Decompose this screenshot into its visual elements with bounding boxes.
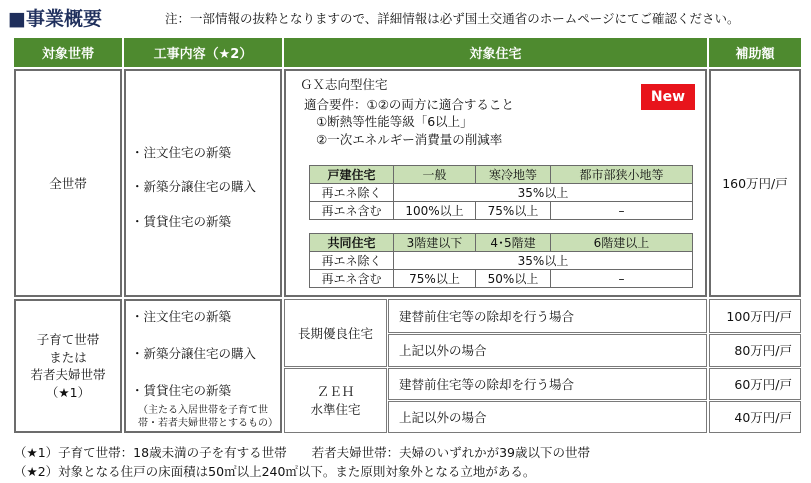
work-note: 帯・若者夫婦世帯とするもの） xyxy=(138,418,278,429)
col-header-subsidy: 補助額 xyxy=(709,38,801,67)
row-label-incl: 再エネ含む xyxy=(310,202,394,220)
work-item: ・注文住宅の新築 xyxy=(131,145,232,160)
subsidy-long-term-other: 80万円/戸 xyxy=(709,334,801,367)
value-incl-cold: 75%以上 xyxy=(476,202,551,220)
value-incl-urban: – xyxy=(551,202,693,220)
long-term-house-label: 長期優良住宅 xyxy=(284,299,387,367)
zeh-label-line: ＺＥＨ xyxy=(316,384,355,399)
collective-header-mid: 4･5階建 xyxy=(476,234,551,252)
value-incl-general: 100%以上 xyxy=(394,202,476,220)
footnote-1: （★1）子育て世帯：18歳未満の子を有する世帯 若者夫婦世帯：夫婦のいずれかが39歳以下の世帯 xyxy=(14,445,590,460)
detached-header-urban: 都市部狭小地等 xyxy=(551,166,693,184)
value-excl: 35%以上 xyxy=(394,184,693,202)
zeh-label-line: 水準住宅 xyxy=(310,401,361,417)
subsidy-gx: 160万円/戸 xyxy=(709,69,801,297)
gx-requirement-2: ②一次エネルギー消費量の削減率 xyxy=(316,132,503,147)
collective-house-table xyxy=(309,233,693,288)
household-line: または xyxy=(49,349,87,365)
gx-requirement: 適合要件：①②の両方に適合すること xyxy=(304,97,514,112)
collective-header-label: 共同住宅 xyxy=(310,234,394,252)
gx-house-panel xyxy=(284,69,707,297)
zeh-case-other: 上記以外の場合 xyxy=(388,401,707,433)
subsidy-long-term-demolish: 100万円/戸 xyxy=(709,299,801,333)
value-excl: 35%以上 xyxy=(394,252,693,270)
col-header-work: 工事内容（★2） xyxy=(124,38,282,67)
subsidy-zeh-demolish: 60万円/戸 xyxy=(709,368,801,400)
household-all: 全世帯 xyxy=(14,69,122,297)
household-child-young xyxy=(14,299,122,433)
work-item: ・賃貸住宅の新築 xyxy=(131,214,232,229)
detached-house-table xyxy=(309,165,693,220)
zeh-house-label xyxy=(284,368,387,433)
disclaimer-note: 注：一部情報の抜粋となりますので、詳細情報は必ず国土交通省のホームページにてご確認ください。 xyxy=(165,11,740,26)
col-header-target-house: 対象住宅 xyxy=(284,38,707,67)
row-label-excl: 再エネ除く xyxy=(310,252,394,270)
page-title: ■事業概要 xyxy=(8,8,102,30)
value-incl-mid: 50%以上 xyxy=(476,270,551,288)
zeh-case-demolish: 建替前住宅等の除却を行う場合 xyxy=(388,368,707,400)
work-list-all xyxy=(124,69,282,297)
work-item: ・新築分譲住宅の購入 xyxy=(131,179,257,194)
detached-header-general: 一般 xyxy=(394,166,476,184)
household-line: 子育て世帯 xyxy=(36,332,100,347)
collective-header-low: 3階建以下 xyxy=(394,234,476,252)
work-item: ・賃貸住宅の新築 xyxy=(131,383,232,398)
gx-title: ＧＸ志向型住宅 xyxy=(300,77,388,92)
subsidy-zeh-other: 40万円/戸 xyxy=(709,401,801,433)
work-list-child xyxy=(124,299,282,433)
household-line: （★1） xyxy=(45,384,91,400)
collective-header-high: 6階建以上 xyxy=(551,234,693,252)
work-note: （主たる入居世帯を子育て世 xyxy=(138,405,268,416)
row-label-incl: 再エネ含む xyxy=(310,270,394,288)
value-incl-low: 75%以上 xyxy=(394,270,476,288)
row-label-excl: 再エネ除く xyxy=(310,184,394,202)
work-item: ・注文住宅の新築 xyxy=(131,309,232,324)
work-item: ・新築分譲住宅の購入 xyxy=(131,346,257,361)
long-term-case-demolish: 建替前住宅等の除却を行う場合 xyxy=(388,299,707,333)
long-term-case-other: 上記以外の場合 xyxy=(388,334,707,367)
new-badge: New xyxy=(641,84,695,110)
col-header-household: 対象世帯 xyxy=(14,38,122,67)
footnote-2: （★2）対象となる住戸の床面積は50㎡以上240㎡以下。また原則対象外となる立地がある。 xyxy=(14,464,536,479)
value-incl-high: – xyxy=(551,270,693,288)
gx-requirement-1: ①断熱等性能等級「6以上」 xyxy=(316,114,473,129)
detached-header-cold: 寒冷地等 xyxy=(476,166,551,184)
household-line: 若者夫婦世帯 xyxy=(30,367,106,382)
detached-header-label: 戸建住宅 xyxy=(310,166,394,184)
